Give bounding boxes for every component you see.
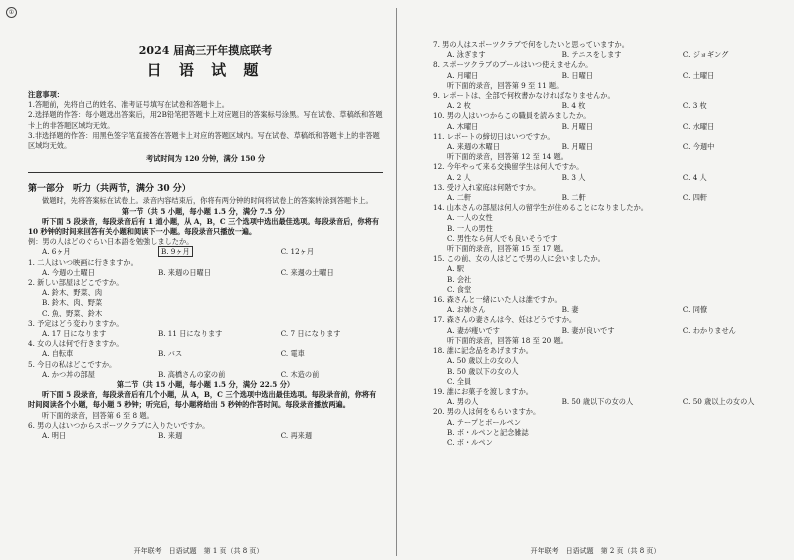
question: 19. 誰にお菓子を渡しますか。 bbox=[433, 386, 533, 396]
option: B. ボ・ルペンと記念雑誌 bbox=[447, 427, 529, 437]
section2-intro: 听下面 5 段录音，每段录音后有几个小题，从 A，B，C 三个选项中选出最佳选项。每段录音前，你将有时间阅读各个小题，每小题 5 秒钟；听完后，每小题将给出 5 秒钟的作答时间。每段录音播放两遍。 bbox=[28, 390, 377, 410]
option: C. 魚、野菜、鈴木 bbox=[42, 308, 103, 318]
option: A. 鈴木、野菜、肉 bbox=[42, 288, 103, 298]
option: B. バス bbox=[157, 349, 183, 359]
option: C. ジョギング bbox=[682, 50, 729, 60]
listen-instruction: 听下面的录音，回答第 18 至 20 题。 bbox=[447, 335, 568, 345]
question: 8. スポーツクラブのプールはいつ使えませんか。 bbox=[433, 60, 593, 70]
option: C. わかりません bbox=[682, 325, 736, 335]
option: C. 来週の土曜日 bbox=[280, 267, 334, 277]
options bbox=[28, 329, 383, 339]
options bbox=[433, 173, 784, 183]
option: C. ボ・ルペン bbox=[447, 437, 493, 447]
option: B. テニスをします bbox=[561, 50, 622, 60]
option: B. 会社 bbox=[447, 274, 472, 284]
question: 16. 森さんと一緒にいた人は誰ですか。 bbox=[433, 295, 562, 305]
option: C. 7 日になります bbox=[280, 329, 341, 339]
option: A. 2 人 bbox=[447, 172, 471, 182]
option: A. 駅 bbox=[447, 264, 464, 274]
option: B. 3 人 bbox=[561, 172, 586, 182]
question: 2. 新しい部屋はどこですか。 bbox=[28, 278, 124, 288]
option: A. 一人の女性 bbox=[447, 213, 493, 223]
question: 1. 二人はいつ映画に行きますか。 bbox=[28, 257, 138, 267]
options bbox=[28, 349, 383, 359]
option: C. 12ヶ月 bbox=[280, 247, 315, 257]
options bbox=[433, 71, 784, 81]
note-item: 2.选择题的作答：每小题选出答案后，用2B铅笔把答题卡上对应题目的答案标号涂黑。写在试卷、草稿纸和答题卡上的非答题区域均无效。 bbox=[28, 110, 383, 130]
question: 4. 女の人は何で行きますか。 bbox=[28, 339, 124, 349]
question: 13. 受け入れ家庭は何階ですか。 bbox=[433, 182, 541, 192]
option: C. 水曜日 bbox=[682, 121, 715, 131]
option: A. 自転車 bbox=[42, 349, 74, 359]
option: C. 全員 bbox=[447, 376, 472, 386]
exam-subject: 日 语 试 题 bbox=[146, 61, 265, 79]
option: B. 月曜日 bbox=[561, 142, 593, 152]
option: C. 同僚 bbox=[682, 305, 708, 315]
option bbox=[158, 247, 281, 257]
selected-option: B. 9ヶ月 bbox=[158, 246, 193, 257]
page-mark: ① bbox=[6, 7, 17, 18]
question: 9. レポートは、全部で何枚書かなければなりませんか。 bbox=[433, 91, 615, 101]
example-options bbox=[28, 247, 383, 257]
question: 5. 今日の私はどこですか。 bbox=[28, 359, 117, 369]
page-footer: 开年联考 日语试题 第 1 页（共 8 页） bbox=[133, 546, 264, 555]
listen-instruction: 听下面的录音，回答第 12 至 14 题。 bbox=[447, 152, 568, 162]
option: B. 高橋さんの家の前 bbox=[157, 369, 226, 379]
notes-heading: 注意事项： bbox=[28, 90, 64, 99]
option: B. 来週 bbox=[157, 431, 183, 441]
option: A. 17 日になります bbox=[42, 329, 107, 339]
options bbox=[433, 122, 784, 132]
option: C. 木造の前 bbox=[280, 369, 320, 379]
option: A. 今週の土曜日 bbox=[42, 267, 95, 277]
option: A. 月曜日 bbox=[447, 70, 479, 80]
option: A. テープとボールペン bbox=[447, 417, 521, 427]
question: 6. 男の人はいつからスポーツクラブに入りたいですか。 bbox=[28, 420, 210, 430]
option: A. 2 枚 bbox=[447, 101, 471, 111]
section1-heading: 第一节（共 5 小题，每小题 1.5 分，满分 7.5 分） bbox=[121, 206, 290, 216]
right-page bbox=[397, 0, 794, 560]
question: 12. 今年やって来る交換留学生は何人ですか。 bbox=[433, 162, 584, 172]
options bbox=[433, 50, 784, 60]
question: 17. 森さんの妻さんは今、妊はどうですか。 bbox=[433, 315, 577, 325]
listen-instruction: 听下面的录音，回答第 9 至 11 题。 bbox=[447, 80, 564, 90]
option: C. 50 歳以上の女の人 bbox=[682, 397, 755, 407]
option: B. 来週の日曜日 bbox=[157, 267, 211, 277]
option: C. 3 枚 bbox=[682, 101, 707, 111]
option: C. 電車 bbox=[280, 349, 305, 359]
options bbox=[433, 397, 784, 407]
option: B. 二軒 bbox=[561, 193, 586, 203]
option: C. 土曜日 bbox=[682, 70, 715, 80]
option: B. 50 歳以下の女の人 bbox=[561, 397, 634, 407]
options bbox=[28, 431, 383, 441]
question: 18. 誰に記念品をあげますか。 bbox=[433, 346, 533, 356]
option: A. 明日 bbox=[42, 431, 67, 441]
question: 3. 予定はどう変わりますか。 bbox=[28, 318, 124, 328]
option: A. 泳ぎます bbox=[447, 50, 486, 60]
question: 20. 男の人は何をもらいますか。 bbox=[433, 407, 541, 417]
question: 10. 男の人はいつからこの職員を読みましたか。 bbox=[433, 111, 591, 121]
example-question: 例：男の人はどのぐらい日本語を勉強しましたか。 bbox=[28, 237, 194, 247]
listen-instruction: 听下面的录音，回答第 15 至 17 题。 bbox=[447, 244, 568, 254]
option: B. 11 日になります bbox=[157, 329, 223, 339]
option: A. 木曜日 bbox=[447, 121, 479, 131]
option: A. 妻が痩いです bbox=[447, 325, 500, 335]
option: B. 妻が良いです bbox=[561, 325, 615, 335]
option: C. 再来週 bbox=[280, 431, 313, 441]
option: A. 50 歳以上の女の人 bbox=[447, 356, 519, 366]
option: C. 今週中 bbox=[682, 142, 715, 152]
option: B. 4 枚 bbox=[561, 101, 586, 111]
options bbox=[433, 101, 784, 111]
option: C. 4 人 bbox=[682, 172, 707, 182]
options bbox=[28, 268, 383, 278]
part-intro: 做题时，先将答案标在试卷上。录音内容结束后，你将有两分钟的时间将试卷上的答案转涂到答题卡上。 bbox=[42, 196, 373, 206]
divider-rule bbox=[28, 172, 383, 173]
option: B. 妻 bbox=[561, 305, 579, 315]
page-footer: 开年联考 日语试题 第 2 页（共 8 页） bbox=[530, 546, 661, 555]
exam-title: 2024 届高三开年摸底联考 bbox=[138, 44, 273, 57]
question-list bbox=[433, 40, 784, 448]
question: 14. 山本さんの部屋は何人の留学生が住めることになりましたか。 bbox=[433, 203, 648, 213]
question: 7. 男の人はスポーツクラブで何をしたいと思っていますか。 bbox=[433, 40, 629, 49]
option: B. 月曜日 bbox=[561, 121, 593, 131]
options bbox=[433, 326, 784, 336]
options bbox=[28, 370, 383, 380]
option: A. かつ丼の部屋 bbox=[42, 369, 95, 379]
option: A. 6ヶ月 bbox=[42, 247, 71, 257]
option: C. 食堂 bbox=[447, 284, 472, 294]
section1-intro: 听下面 5 段录音，每段录音后有 1 道小题，从 A，B，C 三个选项中选出最佳选项。每段录音后，你将有 10 秒钟的时间来回答有关小题和阅读下一小题。每段录音只播放一遍。 bbox=[28, 216, 380, 237]
question: 11. レポートの締切日はいつですか。 bbox=[433, 131, 555, 141]
option: B. 一人の男性 bbox=[447, 223, 493, 233]
listen-instruction: 听下面的录音，回答第 6 至 8 题。 bbox=[42, 410, 154, 420]
options bbox=[433, 142, 784, 152]
option: A. お姉さん bbox=[447, 305, 486, 315]
option: B. 日曜日 bbox=[561, 70, 593, 80]
options bbox=[433, 305, 784, 315]
note-item: 3.非选择题的作答：用黑色签字笔直接答在答题卡上对应的答题区域内。写在试卷、草稿纸和答题卡上的非答题区域均无效。 bbox=[28, 130, 380, 151]
option: B. 50 歳以下の女の人 bbox=[447, 366, 519, 376]
section2-heading: 第二节（共 15 小题，每小题 1.5 分，满分 22.5 分） bbox=[116, 380, 295, 390]
options bbox=[433, 193, 784, 203]
time-line: 考试时间为 120 分钟，满分 150 分 bbox=[145, 154, 266, 164]
option: A. 二軒 bbox=[447, 193, 472, 203]
option: C. 男性なら何人でも良いそうです bbox=[447, 233, 558, 243]
option: A. 来週の木曜日 bbox=[447, 142, 500, 152]
option: A. 男の人 bbox=[447, 397, 479, 407]
question: 15. この前、女の人はどこで男の人に会いましたか。 bbox=[433, 254, 605, 264]
option: C. 四軒 bbox=[682, 193, 708, 203]
note-item: 1.答题前，先将自己的姓名、准考证号填写在试卷和答题卡上。 bbox=[28, 100, 229, 110]
option: B. 鈴木、肉、野菜 bbox=[42, 298, 103, 308]
part-heading: 第一部分 听力（共两节，满分 30 分） bbox=[28, 184, 191, 195]
